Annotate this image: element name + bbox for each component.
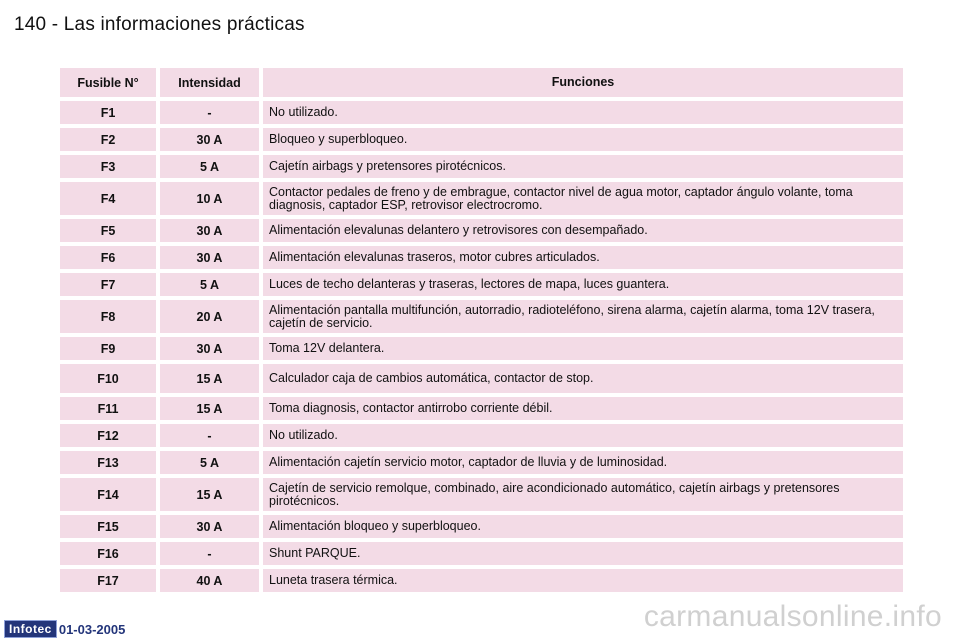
fuse-function: Luneta trasera térmica. — [263, 569, 903, 592]
fuse-number: F10 — [60, 364, 156, 393]
table-row — [60, 155, 903, 178]
fuse-intensity: 40 A — [160, 569, 259, 592]
fuse-function: No utilizado. — [263, 101, 903, 124]
table-row — [60, 397, 903, 420]
fuse-number: F8 — [60, 300, 156, 333]
fuse-number: F1 — [60, 101, 156, 124]
fuse-intensity: 15 A — [160, 397, 259, 420]
table-row — [60, 451, 903, 474]
table-row — [60, 101, 903, 124]
fuse-function: Toma diagnosis, contactor antirrobo corriente débil. — [263, 397, 903, 420]
column-header-intensity: Intensidad — [160, 68, 259, 97]
fuse-number: F9 — [60, 337, 156, 360]
fuse-intensity: 30 A — [160, 246, 259, 269]
fuse-number: F11 — [60, 397, 156, 420]
fuse-number: F13 — [60, 451, 156, 474]
fuse-function: Alimentación cajetín servicio motor, captador de lluvia y de luminosidad. — [263, 451, 903, 474]
fuse-intensity: 10 A — [160, 182, 259, 215]
edition-date: 01-03-2005 — [58, 621, 126, 637]
footer — [4, 620, 125, 638]
fuse-number: F4 — [60, 182, 156, 215]
fuse-intensity: 30 A — [160, 128, 259, 151]
fuse-intensity: 30 A — [160, 337, 259, 360]
fuse-function: Luces de techo delanteras y traseras, lectores de mapa, luces guantera. — [263, 273, 903, 296]
table-row — [60, 273, 903, 296]
fuse-function: Toma 12V delantera. — [263, 337, 903, 360]
fuse-function: Cajetín de servicio remolque, combinado, aire acondicionado automático, cajetín airbags y pretensores pirotécnicos. — [263, 478, 903, 511]
fuse-number: F14 — [60, 478, 156, 511]
table-row — [60, 182, 903, 215]
fuse-number: F15 — [60, 515, 156, 538]
table-row — [60, 337, 903, 360]
fuse-function: Cajetín airbags y pretensores pirotécnicos. — [263, 155, 903, 178]
infotec-logo: Infotec — [4, 620, 57, 638]
fuse-intensity: 15 A — [160, 364, 259, 393]
column-header-functions: Funciones — [263, 68, 903, 97]
fuse-number: F2 — [60, 128, 156, 151]
table-row — [60, 515, 903, 538]
fuse-function: Alimentación pantalla multifunción, autorradio, radioteléfono, sirena alarma, cajetín alarma, toma 12V trasera, cajetín de servicio. — [263, 300, 903, 333]
fuse-intensity: - — [160, 101, 259, 124]
fuse-number: F3 — [60, 155, 156, 178]
table-row — [60, 478, 903, 511]
table-row — [60, 300, 903, 333]
table-row — [60, 219, 903, 242]
table-header-row — [60, 68, 903, 97]
table-row — [60, 542, 903, 565]
fuse-intensity: 5 A — [160, 273, 259, 296]
fuse-table — [60, 68, 903, 596]
fuse-function: Contactor pedales de freno y de embrague, contactor nivel de agua motor, captador ángulo volante, toma diagnosis, captador ESP, retrovisor electrocromo. — [263, 182, 903, 215]
fuse-number: F7 — [60, 273, 156, 296]
fuse-function: Calculador caja de cambios automática, contactor de stop. — [263, 364, 903, 393]
fuse-intensity: 5 A — [160, 451, 259, 474]
fuse-function: Shunt PARQUE. — [263, 542, 903, 565]
fuse-number: F12 — [60, 424, 156, 447]
fuse-number: F17 — [60, 569, 156, 592]
fuse-intensity: - — [160, 542, 259, 565]
table-row — [60, 424, 903, 447]
fuse-function: Alimentación elevalunas delantero y retrovisores con desempañado. — [263, 219, 903, 242]
table-row — [60, 128, 903, 151]
fuse-function: Alimentación elevalunas traseros, motor cubres articulados. — [263, 246, 903, 269]
table-row — [60, 246, 903, 269]
fuse-intensity: 30 A — [160, 515, 259, 538]
fuse-number: F5 — [60, 219, 156, 242]
fuse-number: F16 — [60, 542, 156, 565]
fuse-intensity: 15 A — [160, 478, 259, 511]
page-title: 140 - Las informaciones prácticas — [14, 14, 305, 35]
fuse-intensity: 20 A — [160, 300, 259, 333]
fuse-intensity: - — [160, 424, 259, 447]
column-header-fuse: Fusible N° — [60, 68, 156, 97]
fuse-function: Bloqueo y superbloqueo. — [263, 128, 903, 151]
fuse-number: F6 — [60, 246, 156, 269]
fuse-function: Alimentación bloqueo y superbloqueo. — [263, 515, 903, 538]
fuse-function: No utilizado. — [263, 424, 903, 447]
table-row — [60, 364, 903, 393]
fuse-intensity: 5 A — [160, 155, 259, 178]
table-row — [60, 569, 903, 592]
fuse-intensity: 30 A — [160, 219, 259, 242]
watermark: carmanualsonline.info — [643, 600, 942, 633]
